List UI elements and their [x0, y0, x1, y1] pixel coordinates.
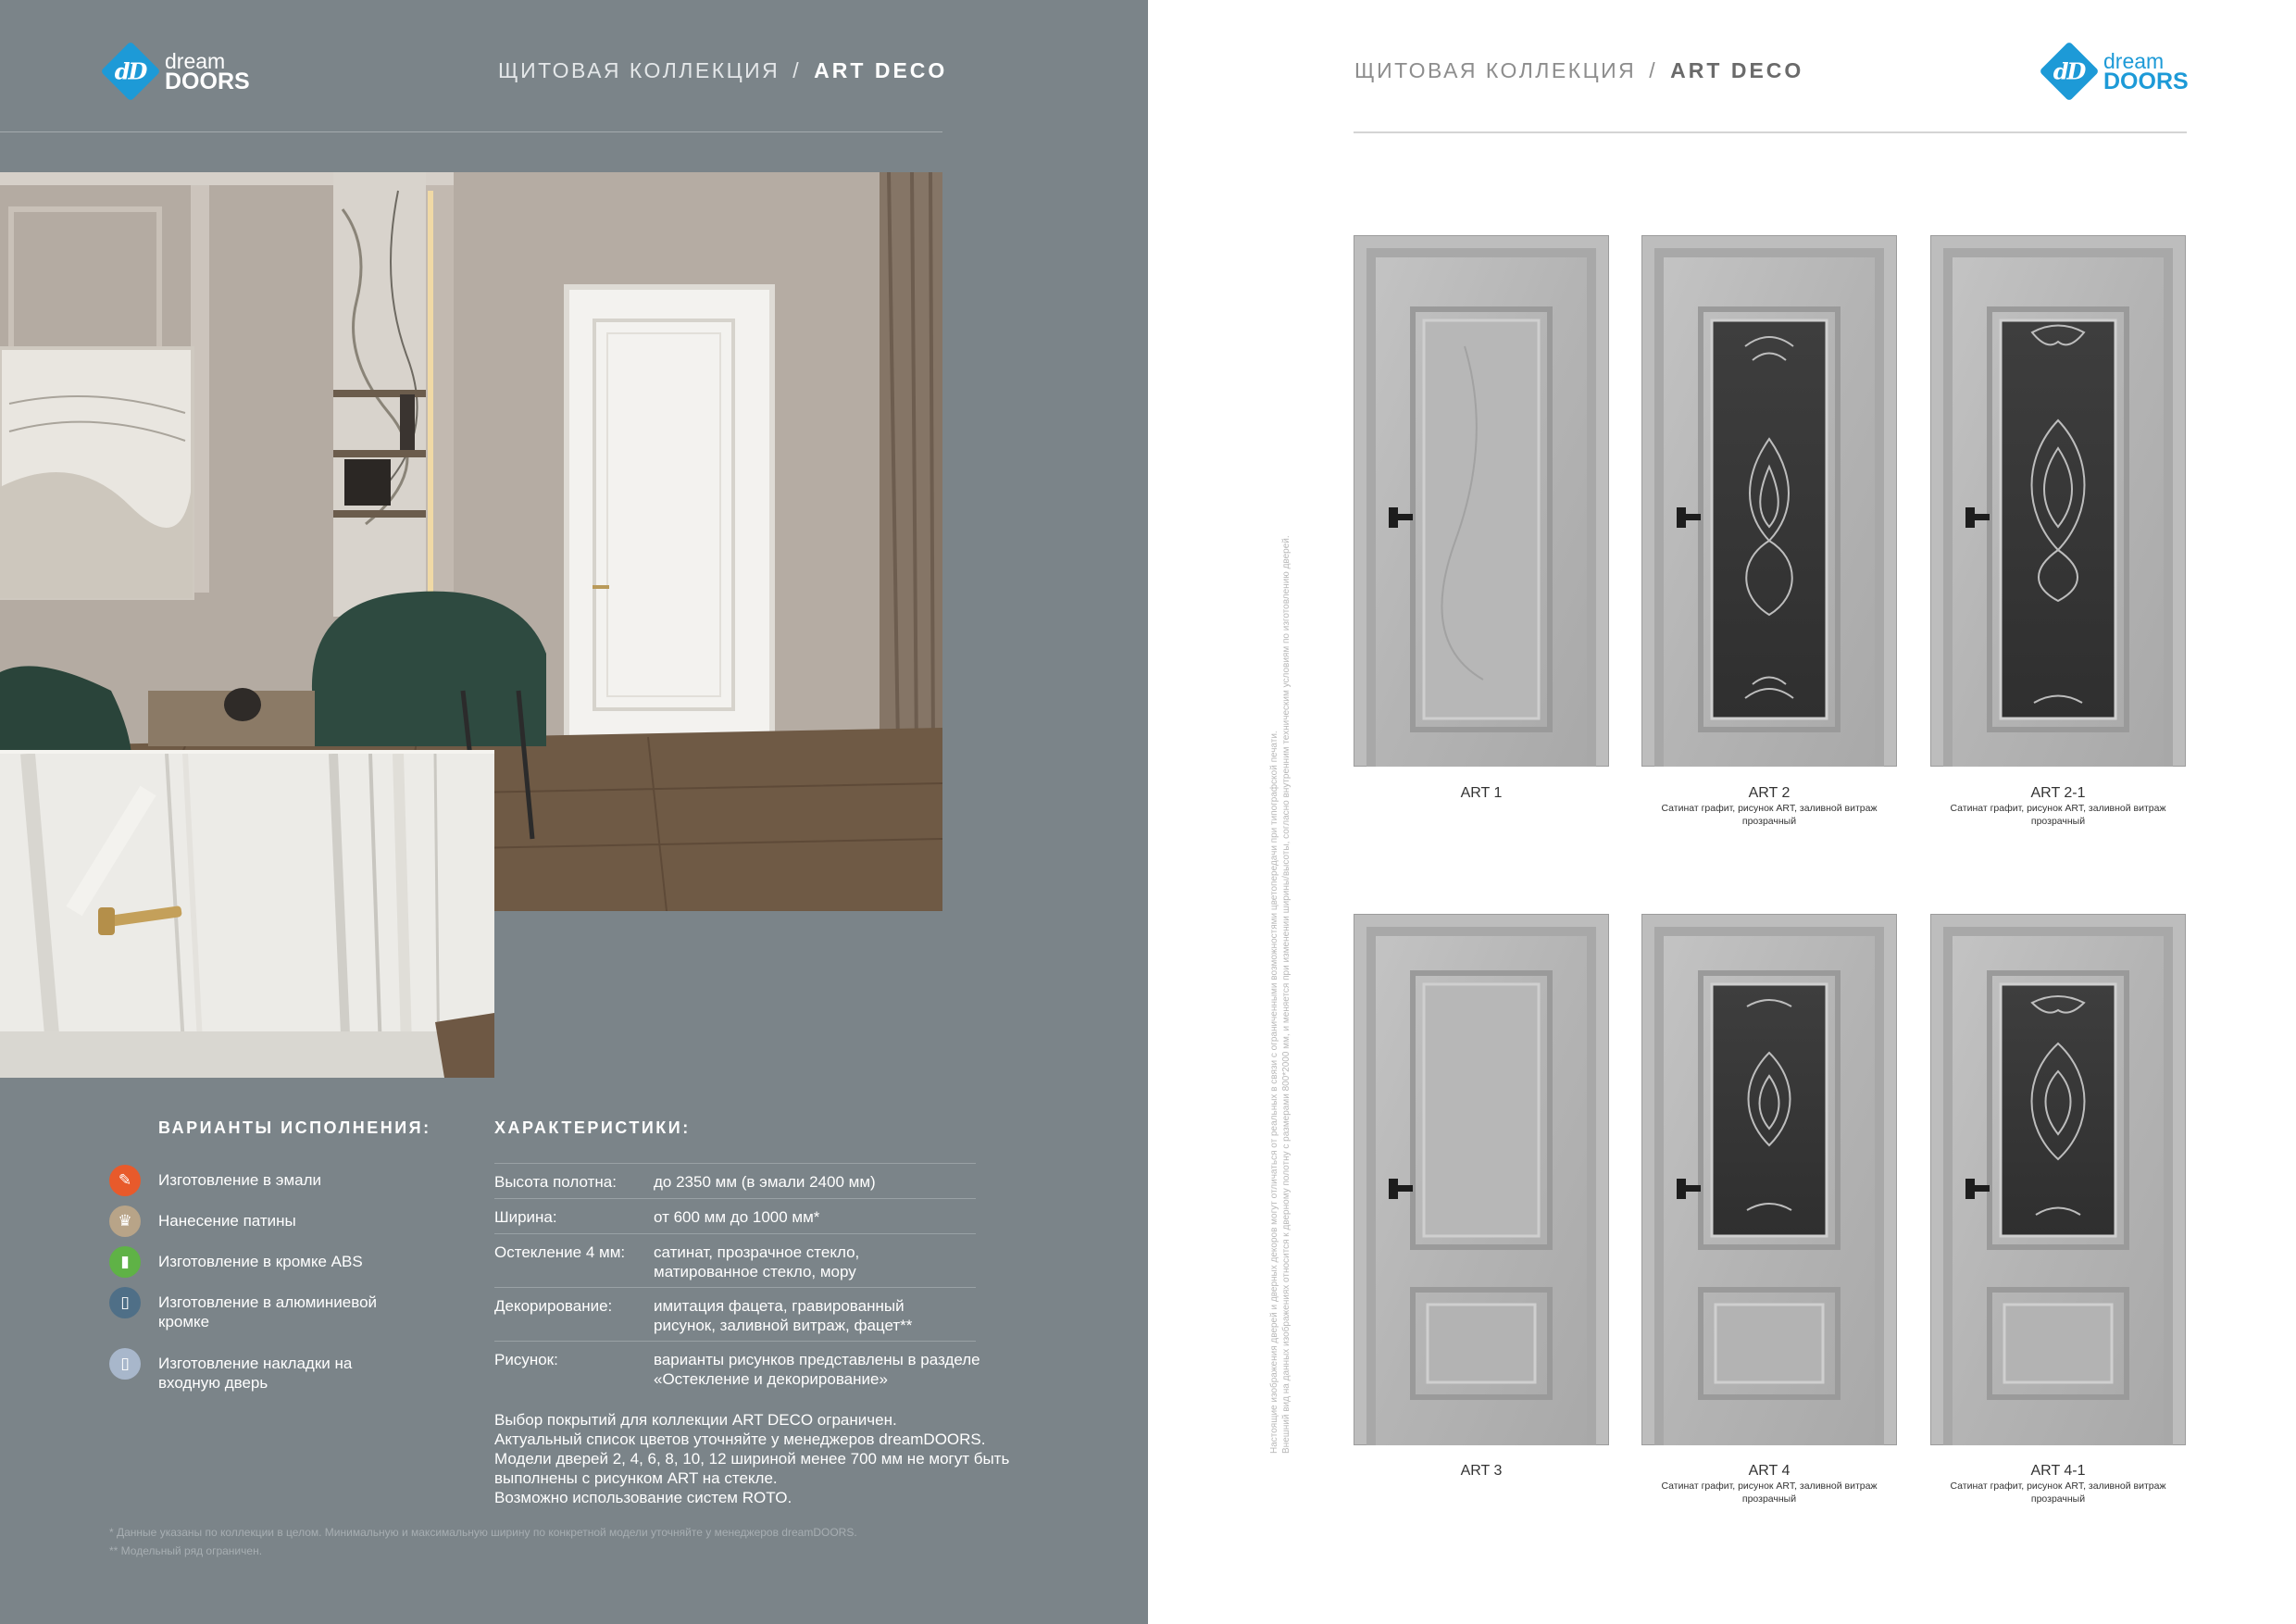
spec-value: имитация фацета, гравированный рисунок, заливной витраж, фацет**	[654, 1297, 913, 1334]
brand-logo[interactable]	[109, 50, 250, 93]
header-separator: /	[792, 58, 802, 82]
header-divider	[0, 131, 942, 132]
door-label	[1640, 1463, 1899, 1505]
option-label: Нанесение патины	[158, 1212, 296, 1230]
note-line: Актуальный список цветов уточняйте у менеджеров dreamDOORS.	[494, 1430, 986, 1448]
entrance-panel-icon: ▯	[109, 1348, 141, 1380]
option-label: Изготовление в алюминиевой кромке	[158, 1293, 378, 1330]
spec-value: варианты рисунков представлены в разделе «Остекление и декорирование»	[654, 1351, 980, 1388]
page-header-title-right	[1354, 58, 1803, 83]
door-art-2-1[interactable]	[1930, 235, 2186, 767]
door-description: Сатинат графит, рисунок ART, заливной витраж прозрачный	[1661, 803, 1878, 827]
disclaimer-line: Внешний вид на данных изображениях относится к дверному полотну с размерами 800*2000 мм, и меняется при изменении ширины/высоты, согласно внутренним техническим условиям по изготовлению дверей.	[1281, 535, 1292, 1454]
header-series: ART DECO	[1670, 58, 1804, 82]
specs-note	[494, 1410, 1050, 1507]
door-label	[1640, 785, 1899, 828]
door-description: Сатинат графит, рисунок ART, заливной витраж прозрачный	[1661, 1480, 1878, 1505]
door-art-1[interactable]	[1354, 235, 1609, 767]
option-item	[109, 1165, 408, 1196]
disclaimer-text	[1268, 535, 1292, 1454]
door-label	[1928, 1463, 2188, 1505]
header-divider-right	[1354, 131, 2187, 133]
abs-edge-icon: ▮	[109, 1246, 141, 1278]
page-header-title	[498, 58, 947, 83]
door-name: ART 3	[1460, 1463, 1503, 1479]
door-closeup-illustration	[0, 754, 494, 1078]
note-line: Выбор покрытий для коллекции ART DECO ограничен.	[494, 1411, 897, 1429]
spec-value: от 600 мм до 1000 мм*	[654, 1208, 820, 1226]
spec-key: Рисунок:	[494, 1351, 558, 1368]
header-separator: /	[1649, 58, 1658, 82]
option-item	[109, 1348, 408, 1393]
spec-value: сатинат, прозрачное стекло, матированное стекло, мору	[654, 1243, 860, 1280]
logo-mark-icon: dD	[2039, 41, 2099, 101]
spec-row	[494, 1198, 976, 1234]
door-name: ART 4	[1748, 1463, 1791, 1479]
options-title: ВАРИАНТЫ ИСПОЛНЕНИЯ:	[158, 1118, 431, 1137]
footnotes	[109, 1523, 1081, 1560]
spec-key: Декорирование:	[494, 1297, 613, 1315]
logo-line-2: DOORS	[165, 69, 250, 94]
door-art-3[interactable]	[1354, 914, 1609, 1445]
brush-icon: ✎	[109, 1165, 141, 1196]
door-label	[1352, 785, 1611, 802]
footnote-line: ** Модельный ряд ограничен.	[109, 1544, 263, 1557]
spec-row	[494, 1233, 976, 1288]
door-name: ART 2-1	[2030, 785, 2086, 801]
option-label: Изготовление в кромке ABS	[158, 1253, 363, 1270]
footnote-line: * Данные указаны по коллекции в целом. Минимальную и максимальную ширину по конкретной модели уточняйте у менеджеров dreamDOORS.	[109, 1526, 857, 1539]
header-collection: ЩИТОВАЯ КОЛЛЕКЦИЯ	[498, 58, 780, 82]
spec-row	[494, 1287, 976, 1342]
door-name: ART 4-1	[2030, 1463, 2086, 1479]
option-item	[109, 1246, 408, 1278]
option-item	[109, 1206, 408, 1237]
spec-key: Ширина:	[494, 1208, 557, 1226]
spec-row	[494, 1341, 980, 1395]
note-line: выполнены с рисунком ART на стекле.	[494, 1469, 778, 1487]
option-label: Изготовление накладки на входную дверь	[158, 1355, 353, 1392]
spec-key: Остекление 4 мм:	[494, 1243, 626, 1261]
door-label	[1928, 785, 2188, 828]
logo-line-2: DOORS	[2103, 69, 2189, 94]
option-label: Изготовление в эмали	[158, 1171, 322, 1189]
specs-title: ХАРАКТЕРИСТИКИ:	[494, 1118, 691, 1137]
spec-key: Высота полотна:	[494, 1173, 617, 1191]
note-line: Возможно использование систем ROTO.	[494, 1489, 792, 1506]
door-closeup-photo	[0, 750, 494, 1078]
spec-value: до 2350 мм (в эмали 2400 мм)	[654, 1173, 876, 1191]
door-description: Сатинат графит, рисунок ART, заливной витраж прозрачный	[1950, 803, 2166, 827]
logo-line-1: dream	[165, 49, 226, 73]
door-description: Сатинат графит, рисунок ART, заливной витраж прозрачный	[1950, 1480, 2166, 1505]
patina-icon: ♛	[109, 1206, 141, 1237]
door-art-4[interactable]	[1641, 914, 1897, 1445]
header-series: ART DECO	[814, 58, 948, 82]
door-art-2[interactable]	[1641, 235, 1897, 767]
door-name: ART 2	[1748, 785, 1791, 801]
header-collection: ЩИТОВАЯ КОЛЛЕКЦИЯ	[1354, 58, 1637, 82]
door-name: ART 1	[1460, 785, 1503, 801]
door-label	[1352, 1463, 1611, 1480]
disclaimer-line: Настоящие изображения дверей и дверных декоров могут отличаться от реальных в связи с ограниченными возможностями цветопередачи при типографской печати.	[1269, 731, 1279, 1454]
logo-mark-icon: dD	[100, 41, 160, 101]
note-line: Модели дверей 2, 4, 6, 8, 10, 12 шириной менее 700 мм не могут быть	[494, 1450, 1010, 1468]
spec-row	[494, 1163, 976, 1199]
option-item	[109, 1287, 408, 1331]
brand-logo-right[interactable]	[2048, 50, 2189, 93]
door-art-4-1[interactable]	[1930, 914, 2186, 1445]
aluminium-edge-icon: ▯	[109, 1287, 141, 1318]
logo-line-1: dream	[2103, 49, 2165, 73]
